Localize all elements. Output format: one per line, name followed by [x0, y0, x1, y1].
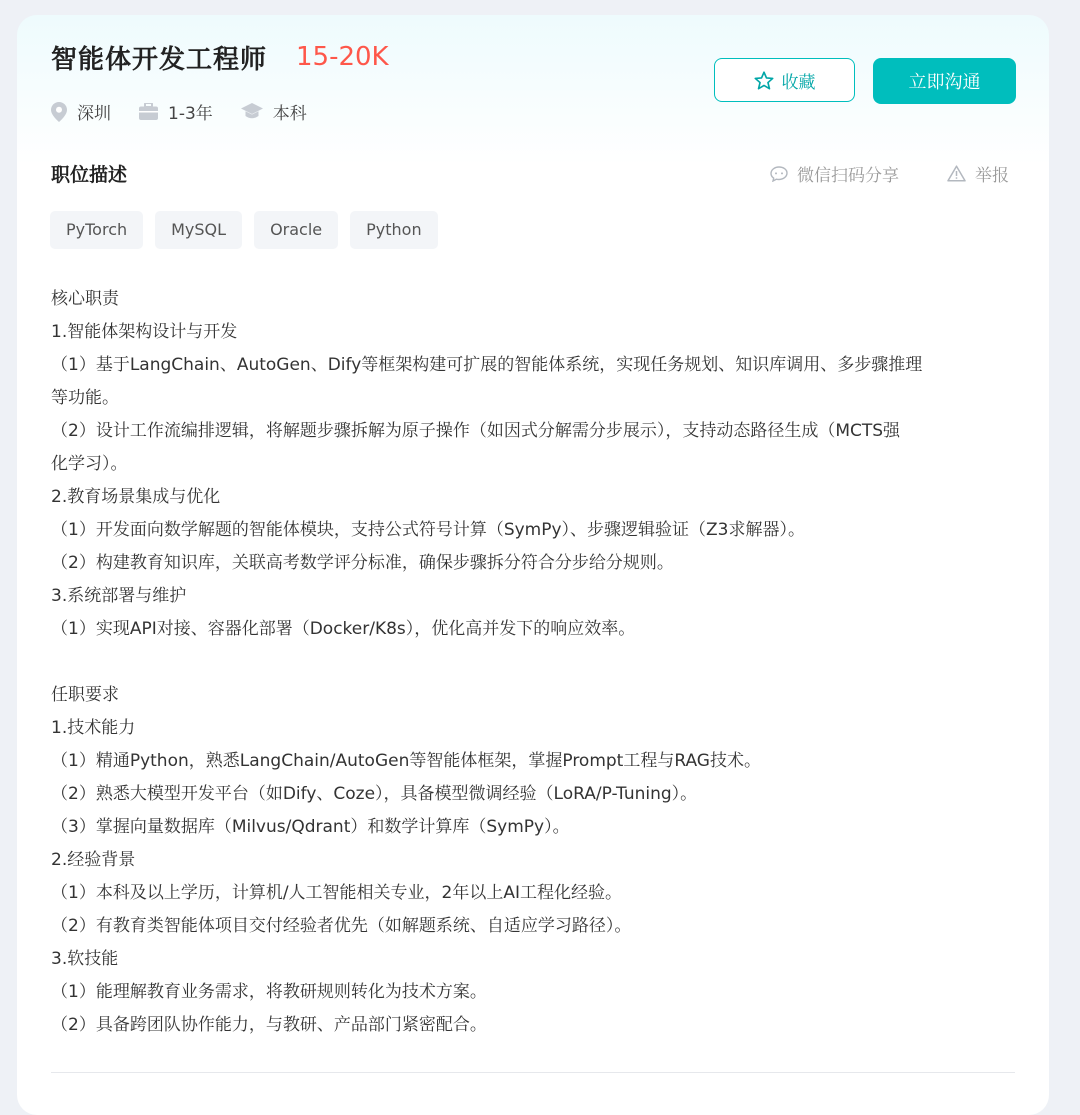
- report-label: 举报: [975, 166, 1009, 186]
- job-description: [51, 283, 1031, 1042]
- education-text: 本科: [272, 104, 307, 124]
- skill-tag: Python: [350, 211, 437, 249]
- description-line: （1）精通Python，熟悉LangChain/AutoGen等智能体框架，掌握Prompt工程与RAG技术。: [51, 751, 761, 771]
- chat-now-button[interactable]: [873, 58, 1016, 104]
- wechat-share-link[interactable]: [770, 161, 899, 186]
- meta-experience: [139, 99, 213, 124]
- description-line: （1）能理解教育业务需求，将教研规则转化为技术方案。: [51, 982, 487, 1002]
- description-line: 1.智能体架构设计与开发: [51, 322, 238, 342]
- skill-tag: PyTorch: [50, 211, 143, 249]
- section-divider: [51, 1072, 1015, 1073]
- favorite-button[interactable]: [714, 58, 855, 102]
- report-link[interactable]: [947, 161, 1009, 186]
- description-line: 2.教育场景集成与优化: [51, 487, 221, 507]
- warning-triangle-icon: [947, 165, 966, 182]
- chat-now-label: 立即沟通: [908, 72, 981, 93]
- description-line: （1）基于LangChain、AutoGen、Dify等框架构建可扩展的智能体系统，实现任务规划、知识库调用、多步骤推理: [51, 355, 923, 375]
- skill-tag: Oracle: [254, 211, 338, 249]
- description-line: （2）构建教育知识库，关联高考数学评分标准，确保步骤拆分符合分步给分规则。: [51, 553, 674, 573]
- description-line: （1）实现API对接、容器化部署（Docker/K8s），优化高并发下的响应效率。: [51, 619, 636, 639]
- description-line: （1）开发面向数学解题的智能体模块，支持公式符号计算（SymPy）、步骤逻辑验证（Z3求解器）。: [51, 520, 805, 540]
- description-blank-line: [51, 646, 1031, 679]
- experience-text: 1-3年: [168, 104, 213, 124]
- description-line: 等功能。: [51, 388, 119, 408]
- location-pin-icon: [51, 102, 67, 122]
- section-title: 职位描述: [51, 164, 128, 186]
- description-line: 3.系统部署与维护: [51, 586, 187, 606]
- meta-location: [51, 99, 111, 124]
- salary: 15-20K: [296, 42, 389, 72]
- description-line: 1.技术能力: [51, 718, 136, 738]
- description-line: 核心职责: [51, 289, 119, 309]
- skill-tag: MySQL: [155, 211, 242, 249]
- description-line: 3.软技能: [51, 949, 119, 969]
- description-line: 任职要求: [51, 685, 119, 705]
- graduation-cap-icon: [241, 103, 263, 120]
- description-line: （2）熟悉大模型开发平台（如Dify、Coze），具备模型微调经验（LoRA/P-Tuning）。: [51, 784, 698, 804]
- briefcase-icon: [139, 103, 158, 120]
- skill-tags: [50, 211, 450, 249]
- job-meta: [51, 99, 335, 124]
- star-icon: [754, 71, 774, 90]
- meta-education: [241, 99, 307, 124]
- location-text: 深圳: [77, 104, 111, 124]
- job-detail-card: [17, 15, 1049, 1115]
- description-line: （2）设计工作流编排逻辑，将解题步骤拆解为原子操作（如因式分解需分步展示），支持动态路径生成（MCTS强: [51, 421, 901, 441]
- description-line: （2）有教育类智能体项目交付经验者优先（如解题系统、自适应学习路径）。: [51, 916, 632, 936]
- chat-bubble-icon: [770, 166, 788, 182]
- description-line: （2）具备跨团队协作能力，与教研、产品部门紧密配合。: [51, 1015, 487, 1035]
- share-label: 微信扫码分享: [797, 166, 899, 186]
- job-title: 智能体开发工程师: [51, 45, 268, 75]
- description-line: 化学习）。: [51, 454, 128, 474]
- favorite-label: 收藏: [781, 72, 816, 93]
- description-line: （3）掌握向量数据库（Milvus/Qdrant）和数学计算库（SymPy）。: [51, 817, 570, 837]
- description-line: 2.经验背景: [51, 850, 136, 870]
- description-line: （1）本科及以上学历，计算机/人工智能相关专业，2年以上AI工程化经验。: [51, 883, 623, 903]
